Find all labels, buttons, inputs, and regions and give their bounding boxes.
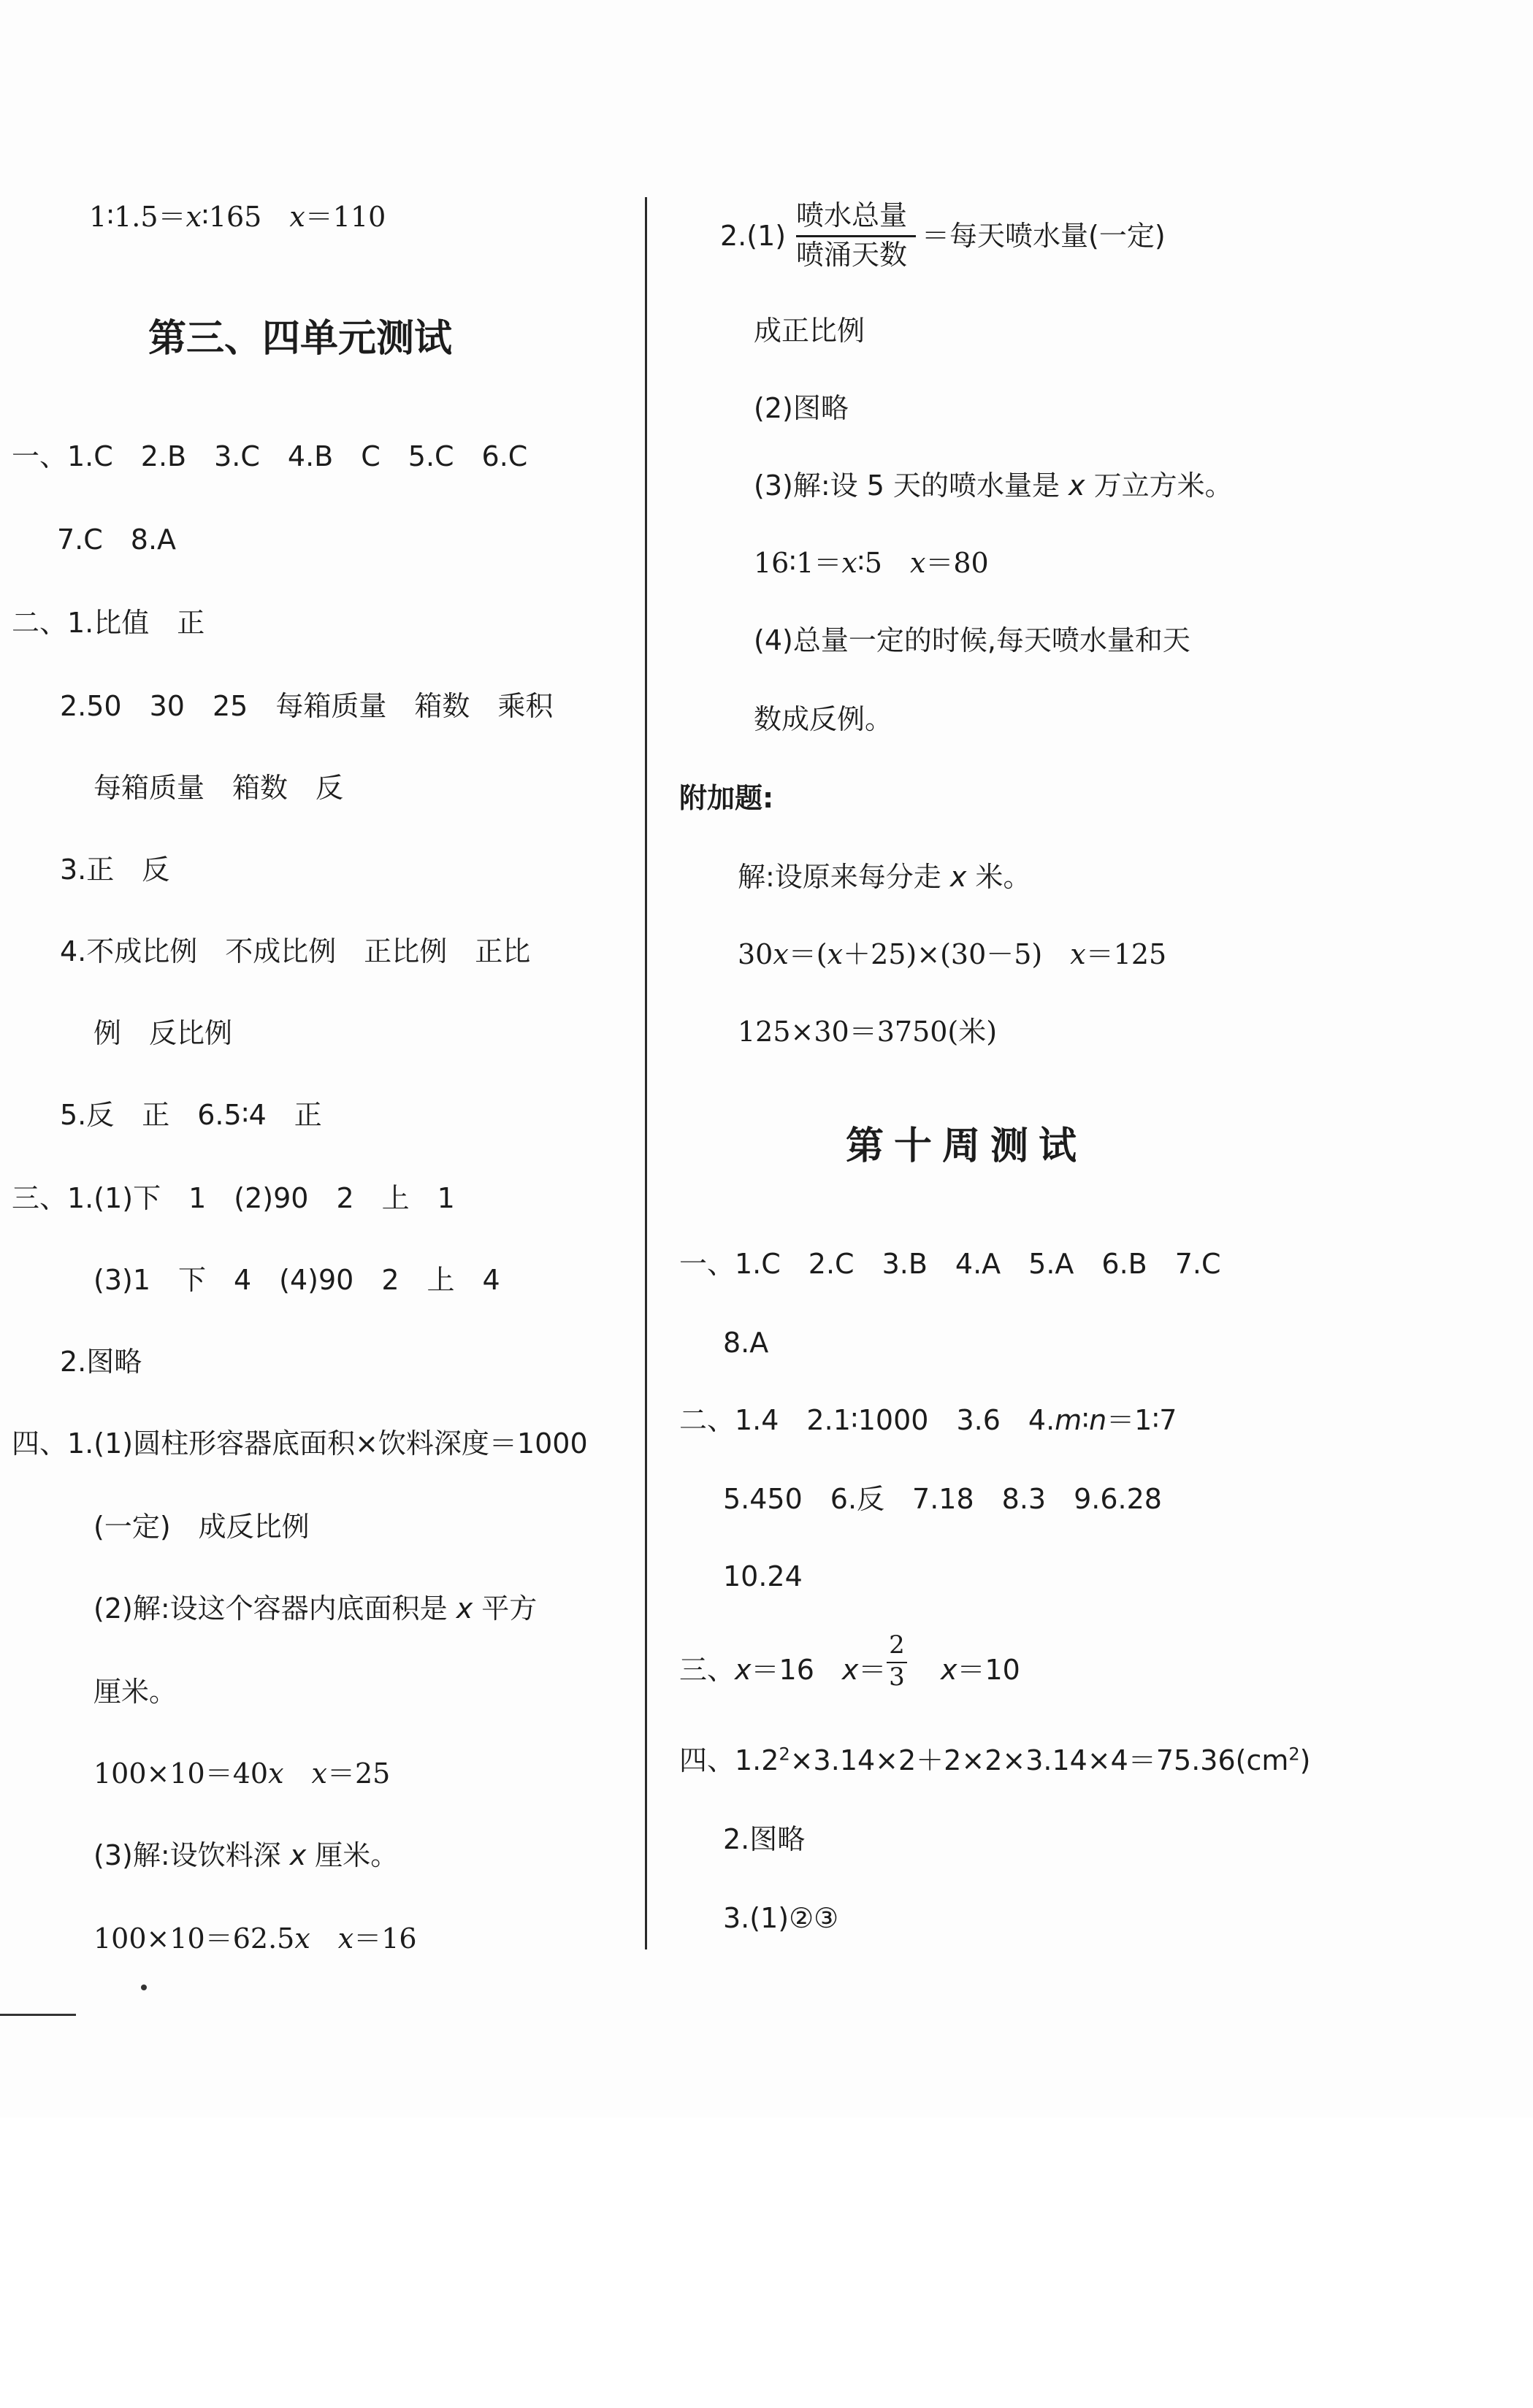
answer-line: 2.图略 bbox=[60, 1346, 142, 1378]
bonus-heading: 附加题: bbox=[679, 782, 774, 814]
answer-line: 7.C 8.A bbox=[57, 524, 177, 556]
answer-line: (4)总量一定的时候,每天喷水量和天 bbox=[754, 624, 1190, 656]
answer-line: 30x＝(x＋25)×(30－5) x＝125 bbox=[738, 938, 1167, 970]
column-divider bbox=[645, 197, 647, 1949]
answer-line: 2.50 30 25 每箱质量 箱数 乘积 bbox=[60, 690, 554, 722]
answer-line: 例 反比例 bbox=[93, 1017, 233, 1049]
answer-line: 四、$1.2^2\times 3.14\times 2+2\times 2\times 3.14\times 4=75.36(cm^2)$ bbox=[679, 1744, 1311, 1776]
answer-line: (3)解:设 5 天的喷水量是 x 万立方米。 bbox=[754, 469, 1233, 502]
answer-line: 3.正 反 bbox=[60, 854, 170, 886]
answer-line: x＝10 bbox=[941, 1654, 1020, 1686]
answer-line: 二、1.4 2.1∶1000 3.6 4.m∶n＝1∶7 bbox=[679, 1404, 1177, 1436]
answer-line: 解:设原来每分走 x 米。 bbox=[738, 861, 1031, 893]
answer-line: (3)1 下 4 (4)90 2 上 4 bbox=[93, 1264, 500, 1296]
answer-line: (一定) 成反比例 bbox=[93, 1511, 310, 1543]
answer-line: 3.(1)②③ bbox=[723, 1902, 839, 1934]
answer-line: 数成反例。 bbox=[754, 703, 893, 735]
answer-line: 一、1.C 2.B 3.C 4.B C 5.C 6.C bbox=[12, 440, 528, 472]
answer-line: 三、1.(1)下 1 (2)90 2 上 1 bbox=[12, 1182, 455, 1214]
answer-line: (2)图略 bbox=[754, 392, 849, 424]
section-title-week-10: 第十周测试 bbox=[846, 1124, 1087, 1168]
page-corner-mark bbox=[0, 2014, 76, 2016]
answer-line: 二、1.比值 正 bbox=[12, 607, 205, 639]
answer-line: 100×10＝62.5x x＝16 bbox=[93, 1922, 417, 1955]
answer-line: 四、1.(1)圆柱形容器底面积×饮料深度＝1000 bbox=[12, 1427, 588, 1460]
page-margin bbox=[0, 2117, 1533, 2408]
answer-line: 125×30＝3750(米) bbox=[738, 1016, 998, 1048]
answer-line: 5.450 6.反 7.18 8.3 9.6.28 bbox=[723, 1483, 1162, 1515]
answer-line: 一、1.C 2.C 3.B 4.A 5.A 6.B 7.C bbox=[679, 1248, 1221, 1280]
fraction-bar bbox=[796, 235, 916, 237]
answer-line: ＝每天喷水量(一定) bbox=[922, 220, 1166, 252]
answer-line: 100×10＝40x x＝25 bbox=[93, 1757, 391, 1790]
answer-line: 每箱质量 箱数 反 bbox=[93, 772, 344, 804]
answer-line: 10.24 bbox=[723, 1560, 803, 1592]
answer-line: 8.A bbox=[723, 1327, 769, 1359]
fraction-numerator: 2 bbox=[889, 1630, 905, 1660]
fraction-denominator: 3 bbox=[889, 1663, 905, 1692]
fraction-denominator: 喷涌天数 bbox=[796, 239, 908, 271]
answer-line: (3)解:设饮料深 x 厘米。 bbox=[93, 1839, 399, 1871]
answer-line: 5.反 正 6.5∶4 正 bbox=[60, 1099, 322, 1131]
ratio-equation: 1∶1.5＝x∶165 x＝110 bbox=[89, 201, 386, 233]
answer-line: 16∶1＝x∶5 x＝80 bbox=[754, 547, 989, 579]
answer-line: 厘米。 bbox=[93, 1676, 177, 1708]
answer-line: 2.(1) bbox=[720, 220, 787, 252]
answer-line: (2)解:设这个容器内底面积是 x 平方 bbox=[93, 1592, 538, 1625]
section-title-unit-3-4: 第三、四单元测试 bbox=[148, 317, 453, 361]
answer-line: 4.不成比例 不成比例 正比例 正比 bbox=[60, 935, 531, 967]
fraction-numerator: 喷水总量 bbox=[796, 199, 908, 231]
answer-line: 成正比例 bbox=[754, 315, 865, 347]
ink-dot bbox=[141, 1985, 147, 1990]
answer-line: 三、x＝16 x＝ bbox=[679, 1654, 887, 1686]
answer-line: 2.图略 bbox=[723, 1823, 806, 1855]
